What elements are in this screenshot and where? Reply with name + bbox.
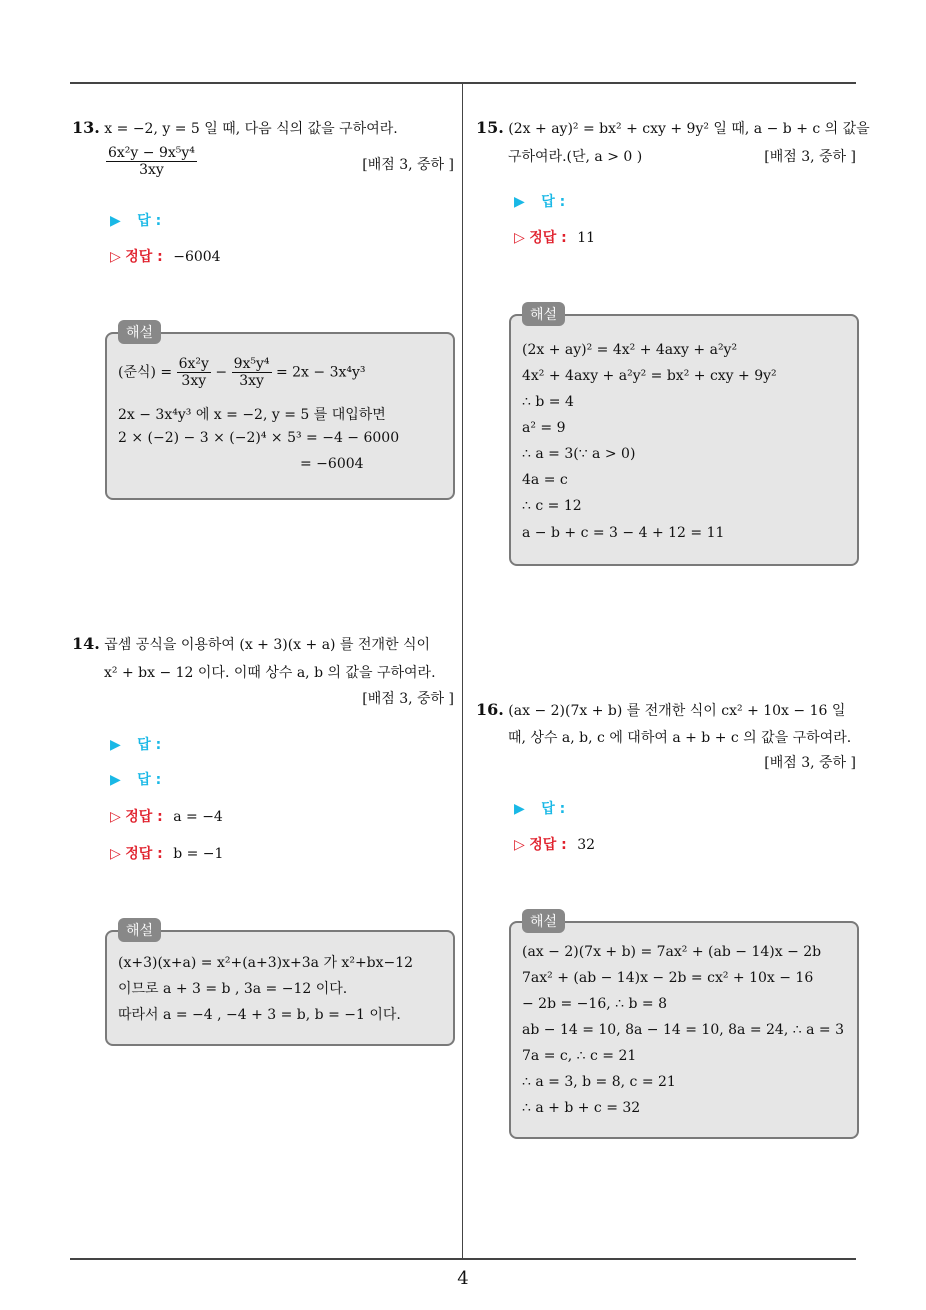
correct-label: 정답 : xyxy=(125,249,163,265)
correct-value: a = −4 xyxy=(173,809,223,825)
solution-line: (x+3)(x+a) = x²+(a+3)x+3a 가 x²+bx−12 xyxy=(118,955,414,971)
correct-label: 정답 : xyxy=(529,837,567,853)
play-icon: ▶ xyxy=(110,213,121,229)
outline-play-icon: ▷ xyxy=(514,230,525,246)
question-number: 16. xyxy=(476,700,504,719)
solution-text: = 2x − 3x⁴y³ xyxy=(275,364,366,381)
question-15 xyxy=(476,118,870,138)
outline-play-icon: ▷ xyxy=(110,846,121,862)
column-divider xyxy=(462,82,463,1260)
fraction xyxy=(232,356,272,389)
solution-line: ∴ b = 4 xyxy=(522,394,574,410)
points-label: [배점 3, 중하 ] xyxy=(764,755,856,771)
outline-play-icon: ▷ xyxy=(514,837,525,853)
solution-line: 4x² + 4axy + a²y² = bx² + cxy + 9y² xyxy=(522,368,777,384)
solution-line: (ax − 2)(7x + b) = 7ax² + (ab − 14)x − 2b xyxy=(522,944,822,960)
solution-line: (2x + ay)² = 4x² + 4axy + a²y² xyxy=(522,342,738,358)
solution-tag: 해설 xyxy=(118,320,161,344)
solution-line: 이므로 a + 3 = b , 3a = −12 이다. xyxy=(118,981,348,997)
solution-line: a − b + c = 3 − 4 + 12 = 11 xyxy=(522,525,725,541)
points-label: [배점 3, 중하 ] xyxy=(764,149,856,165)
solution-line: ab − 14 = 10, 8a − 14 = 10, 8a = 24, ∴ a = 3 xyxy=(522,1022,844,1038)
answer-label: 답 : xyxy=(541,194,566,210)
answer-label: 답 : xyxy=(137,213,162,229)
solution-line: 7ax² + (ab − 14)x − 2b = cx² + 10x − 16 xyxy=(522,970,814,986)
solution-line: ∴ a = 3, b = 8, c = 21 xyxy=(522,1074,676,1090)
solution-line: 2x − 3x⁴y³ 에 x = −2, y = 5 를 대입하면 xyxy=(118,407,386,423)
answer-field[interactable] xyxy=(514,191,565,211)
correct-value: −6004 xyxy=(173,249,221,265)
solution-text: − xyxy=(215,364,228,381)
question-number: 15. xyxy=(476,118,504,137)
question-16 xyxy=(476,700,845,720)
question-text: (ax − 2)(7x + b) 를 전개한 식이 cx² + 10x − 16 일 xyxy=(508,703,846,719)
correct-answer xyxy=(514,834,595,854)
solution-line: ∴ a = 3(∵ a > 0) xyxy=(522,446,636,462)
correct-label: 정답 : xyxy=(529,230,567,246)
outline-play-icon: ▷ xyxy=(110,249,121,265)
correct-label: 정답 : xyxy=(125,809,163,825)
bottom-rule xyxy=(70,1258,856,1260)
play-icon: ▶ xyxy=(110,772,121,788)
solution-tag: 해설 xyxy=(118,918,161,942)
fraction xyxy=(106,145,197,178)
correct-answer xyxy=(514,227,595,247)
question-number: 13. xyxy=(72,118,100,137)
correct-answer xyxy=(110,806,223,826)
fraction xyxy=(177,356,211,389)
question-13 xyxy=(72,118,398,138)
outline-play-icon: ▷ xyxy=(110,809,121,825)
question-number: 14. xyxy=(72,634,100,653)
solution-line: 따라서 a = −4 , −4 + 3 = b, b = −1 이다. xyxy=(118,1007,401,1023)
answer-field[interactable] xyxy=(110,769,161,789)
answer-label: 답 : xyxy=(137,772,162,788)
numerator: 9x⁵y⁴ xyxy=(233,356,270,372)
solution-line: 2 × (−2) − 3 × (−2)⁴ × 5³ = −4 − 6000 xyxy=(118,430,400,446)
solution-tag: 해설 xyxy=(522,909,565,933)
solution-line: = −6004 xyxy=(300,456,364,472)
answer-field[interactable] xyxy=(110,734,161,754)
play-icon: ▶ xyxy=(110,737,121,753)
solution-line: 7a = c, ∴ c = 21 xyxy=(522,1048,637,1064)
question-text: 구하여라.(단, a > 0 ) xyxy=(508,149,643,165)
answer-label: 답 : xyxy=(137,737,162,753)
answer-field[interactable] xyxy=(514,798,565,818)
denominator: 3xy xyxy=(239,373,264,389)
question-text: 곱셈 공식을 이용하여 (x + 3)(x + a) 를 전개한 식이 xyxy=(104,637,431,653)
correct-value: 32 xyxy=(577,837,596,853)
numerator: 6x²y xyxy=(178,356,209,372)
question-14 xyxy=(72,634,430,654)
question-expression xyxy=(106,145,197,178)
correct-value: b = −1 xyxy=(173,846,224,862)
solution-line: 4a = c xyxy=(522,472,568,488)
solution-line: − 2b = −16, ∴ b = 8 xyxy=(522,996,667,1012)
solution-line xyxy=(118,356,366,389)
question-text: (2x + ay)² = bx² + cxy + 9y² 일 때, a − b + c 의 값을 xyxy=(508,121,870,137)
top-rule xyxy=(70,82,856,84)
play-icon: ▶ xyxy=(514,801,525,817)
play-icon: ▶ xyxy=(514,194,525,210)
solution-line: ∴ a + b + c = 32 xyxy=(522,1100,641,1116)
denominator: 3xy xyxy=(139,162,164,178)
denominator: 3xy xyxy=(181,373,207,389)
question-text: x = −2, y = 5 일 때, 다음 식의 값을 구하여라. xyxy=(104,121,398,137)
points-label: [배점 3, 중하 ] xyxy=(362,157,454,173)
correct-answer xyxy=(110,246,221,266)
points-label: [배점 3, 중하 ] xyxy=(362,691,454,707)
numerator: 6x²y − 9x⁵y⁴ xyxy=(108,145,195,161)
correct-value: 11 xyxy=(577,230,596,246)
correct-label: 정답 : xyxy=(125,846,163,862)
question-text: x² + bx − 12 이다. 이때 상수 a, b 의 값을 구하여라. xyxy=(104,665,436,681)
solution-line: ∴ c = 12 xyxy=(522,498,582,514)
question-text: 때, 상수 a, b, c 에 대하여 a + b + c 의 값을 구하여라. xyxy=(508,730,852,746)
page-number: 4 xyxy=(457,1268,469,1289)
answer-label: 답 : xyxy=(541,801,566,817)
answer-field[interactable] xyxy=(110,210,161,230)
correct-answer xyxy=(110,843,223,863)
solution-tag: 해설 xyxy=(522,302,565,326)
solution-text: (준식) = xyxy=(118,364,173,381)
solution-line: a² = 9 xyxy=(522,420,566,436)
